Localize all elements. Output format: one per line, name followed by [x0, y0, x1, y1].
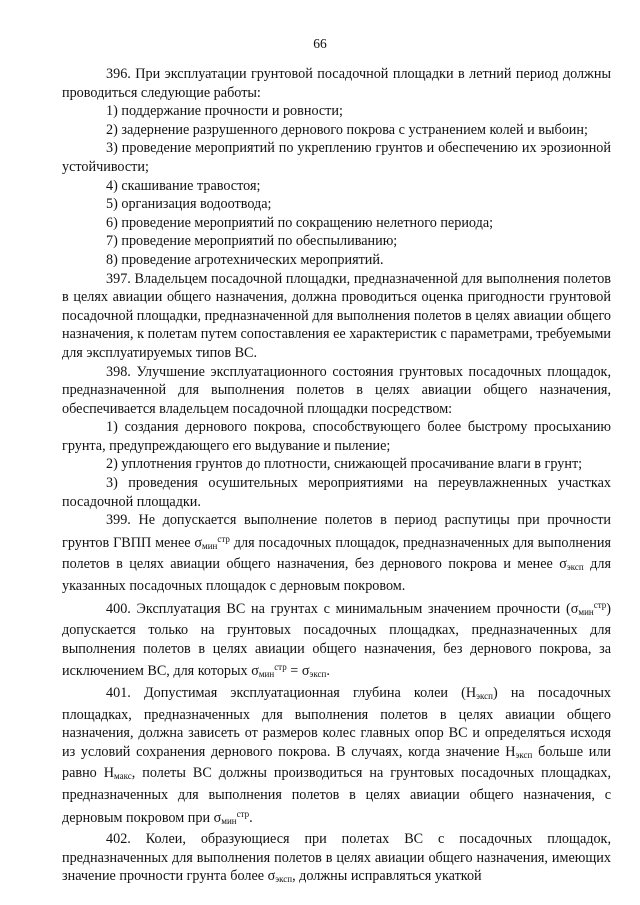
list-item: 6) проведение мероприятий по сокращению нелетного периода;	[106, 214, 494, 231]
subscript: макс	[114, 771, 132, 782]
text-run: для указанных посадочных площадок с дерновым покровом.	[62, 556, 611, 595]
list-item: 1) создания дернового покрова, способствующего более быстрому просыханию грунта, предупреждающего его выдувание и пыление;	[62, 419, 611, 454]
text-run: 400. Эксплуатация ВС на грунтах с минимальным значением прочности (σ	[106, 600, 579, 617]
text-run: .	[249, 809, 253, 826]
text-run: больше или равно H	[62, 743, 612, 782]
list-item: 7) проведение мероприятий по обеспыливанию;	[106, 233, 398, 250]
text-run: 399. Не допускается выполнение полетов в период распутицы при прочности грунтов ГВПП менее σ	[62, 512, 611, 551]
paragraph-398: 398. Улучшение эксплуатационного состояния грунтовых посадочных площадок, предназначенной для выполнения полетов в целях авиации общего назначения, обеспечивается владельцем посадочной площадки посредством:	[62, 363, 611, 417]
list-item: 2) уплотнения грунтов до плотности, снижающей просачивание влаги в грунт;	[106, 456, 583, 473]
text-run: = σ	[286, 663, 310, 680]
list-item: 3) проведения осушительных мероприятиями на переувлажненных участках посадочной площадки.	[62, 475, 611, 510]
paragraph-397: 397. Владельцем посадочной площадки, предназначенной для выполнения полетов в целях авиации общего назначения, должна проводиться оценка пригодности грунтовой посадочной площадки, предназначенной для выполнения полетов в целях авиации общего назначения, к полетам путем сопоставления ее характеристик с параметрами, требуемыми для эксплуатируемых типов ВС.	[62, 270, 611, 361]
list-item: 5) организация водоотвода;	[106, 196, 272, 213]
paragraph-399	[62, 511, 611, 595]
superscript: стр	[274, 662, 287, 673]
text-run: 401. Допустимая эксплуатационная глубина колеи (H	[106, 685, 477, 701]
list-item: 1) поддержание прочности и ровности;	[106, 103, 343, 120]
text-run: ) на посадочных площадках, предназначенных для выполнения полетов в целях авиации общего назначения, должна зависеть от размеров колес главных опор ВС и определяться исходя из условий сохранения дернового покрова. В случаях, когда значение H	[62, 685, 611, 760]
subscript: эксп	[515, 749, 533, 760]
list-item: 8) проведение агротехнических мероприятий.	[106, 251, 384, 268]
subscript: эксп	[476, 691, 493, 701]
paragraph-396: 396. При эксплуатации грунтовой посадочной площадки в летний период должны проводиться следующие работы:	[62, 66, 611, 101]
page-number: 66	[313, 36, 327, 51]
list-item: 4) скашивание травостоя;	[106, 177, 261, 194]
superscript: стр	[236, 808, 250, 819]
paragraph-402	[62, 830, 611, 889]
subscript: мин	[202, 540, 218, 551]
text-run: .	[326, 663, 330, 680]
text-run: ) допускается только на грунтовых посадочных площадках, предназначенных для выполнения полетов в целях авиации общего назначения, без дернового покрова, за исключением ВС, для которых σ	[62, 600, 611, 680]
list-item: 3) проведение мероприятий по укреплению грунтов и обеспечению их эрозионной устойчивости;	[62, 140, 611, 175]
subscript: эксп	[275, 874, 293, 885]
subscript: мин	[258, 669, 275, 680]
text-run: , полеты ВС должны производиться на грунтовых посадочных площадках, предназначенных для выполнения полетов в целях авиации общего назначения, с дерновым покровом при σ	[62, 765, 611, 826]
subscript: эксп	[566, 562, 584, 573]
text-run: 402. Колеи, образующиеся при полетах ВС с посадочных площадок, предназначенных для выполнения полетов в целях авиации общего назначения, имеющих значение прочности грунта более σ	[62, 831, 611, 885]
subscript: мин	[578, 606, 594, 617]
text-run: , должны исправляться укаткой	[292, 868, 482, 885]
document-body	[62, 65, 611, 889]
superscript: стр	[217, 533, 230, 544]
text-run: для посадочных площадок, предназначенных для выполнения полетов в целях авиации общего назначения, без дернового покрова и менее σ	[62, 534, 612, 573]
paragraph-400	[62, 596, 611, 684]
paragraph-401	[62, 684, 611, 830]
superscript: стр	[593, 599, 607, 610]
list-item: 2) задернение разрушенного дернового покрова с устранением колей и выбоин;	[106, 121, 588, 138]
subscript: мин	[221, 815, 237, 826]
subscript: эксп	[309, 669, 327, 680]
